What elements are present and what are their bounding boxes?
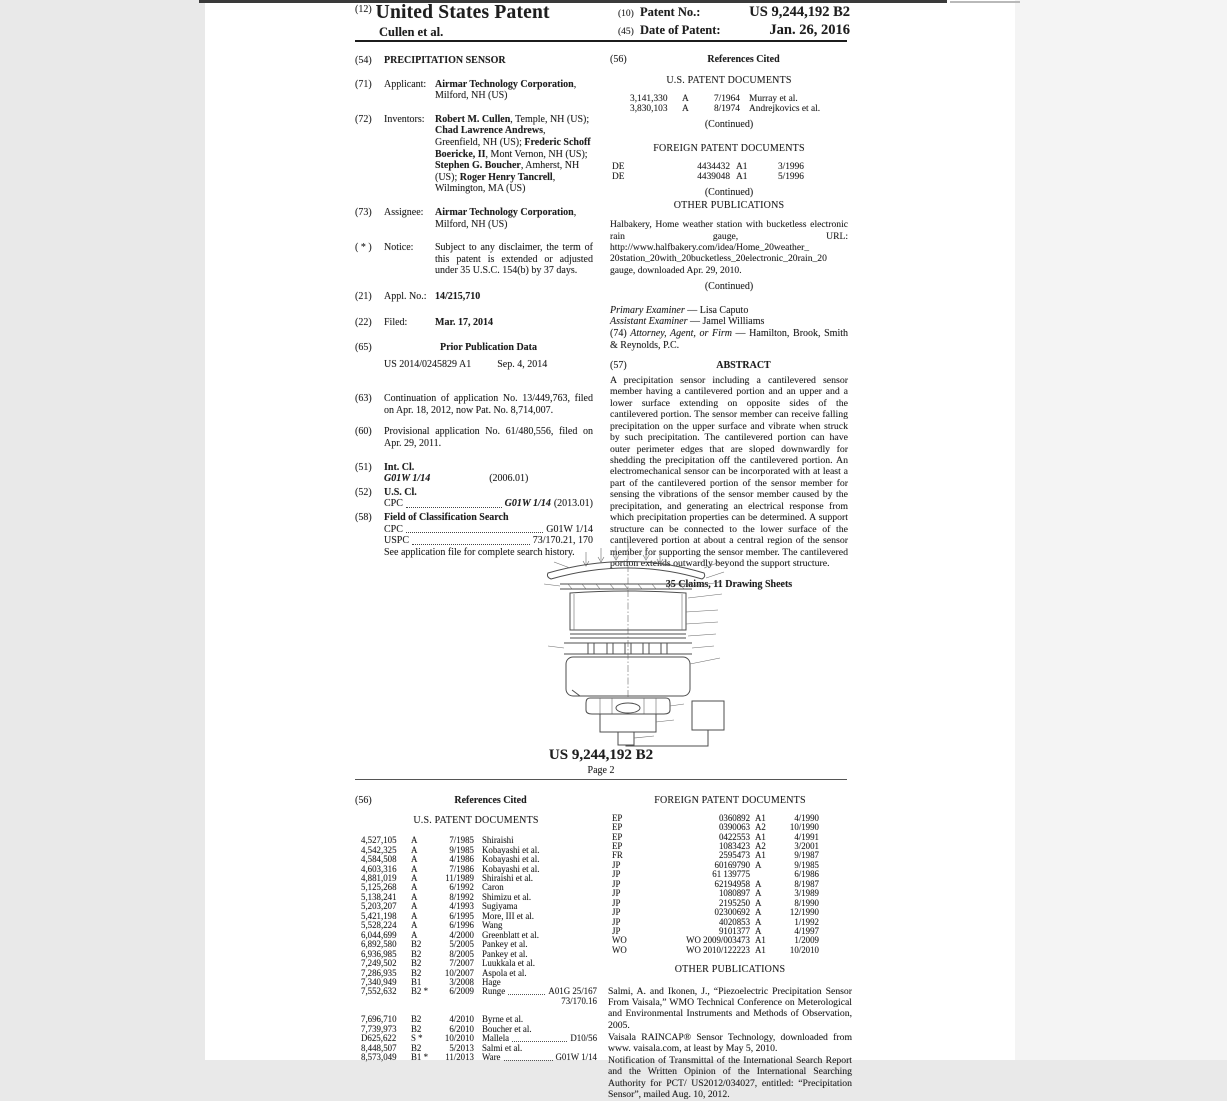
text-segment: , Wilmington, MA (US) (435, 171, 556, 195)
search-uspc-label: USPC (384, 535, 410, 547)
us-patent-docs-heading-p2: U.S. PATENT DOCUMENTS (413, 814, 539, 826)
text-segment: Frederic Schoff Boericke, II (435, 136, 591, 160)
patent-reference-row: DE 4439048 A1 5/1996 (612, 172, 804, 183)
references-cited-heading: References Cited (707, 54, 780, 65)
references-cited-heading-p2: References Cited (454, 795, 527, 806)
applicant-value (435, 79, 593, 102)
inventors-label: Inventors: (384, 113, 425, 125)
patent-reference-row: WO WO 2010/122223 A1 10/2010 (612, 944, 819, 955)
text-segment: Airmar Technology Corporation (435, 78, 574, 90)
primary-examiner-label: Primary Examiner (610, 304, 685, 316)
abstract-heading: ABSTRACT (716, 360, 771, 372)
patent-reference-row: EP 0390063 A2 10/1990 (612, 822, 819, 833)
provisional-text: Provisional application No. 61/480,556, filed on Apr. 29, 2011. (384, 426, 593, 450)
patent-reference-row: 73/170.16 (561, 995, 597, 1006)
patent-reference-row: 6,044,699 A 4/2000 Greenblatt et al. (361, 929, 539, 940)
publication-item: Vaisala RAINCAP® Sensor Technology, downloaded from www. vaisala.com, at least by May 5, 2010. (608, 1031, 852, 1054)
filed-label: Filed: (384, 316, 408, 328)
patent-reference-row: 6,936,985 B2 8/2005 Pankey et al. (361, 948, 528, 959)
text-segment: Roger Henry Tancrell (459, 171, 553, 183)
precipitation-sensor-drawing (508, 538, 748, 748)
invention-title: PRECIPITATION SENSOR (384, 55, 506, 66)
patent-reference-row: 5,203,207 A 4/1993 Sugiyama (361, 901, 518, 912)
patent-reference-row: D625,622 S * 10/2010 Mallela D10/56 (361, 1033, 597, 1044)
field-search-label: Field of Classification Search (384, 512, 509, 524)
field-71-num: (71) (355, 78, 372, 90)
field-60-num: (60) (355, 426, 372, 438)
patent-reference-row: EP 1083423 A2 3/2001 (612, 840, 819, 851)
inventors-value (435, 114, 593, 195)
foreign-rows-p1 (610, 163, 848, 183)
field-58-num: (58) (355, 512, 372, 524)
patent-reference-row: 4,603,316 A 7/1986 Kobayashi et al. (361, 863, 540, 874)
applicant-label: Applicant: (384, 78, 427, 90)
field-56-num: (56) (610, 54, 627, 65)
patent-reference-row: 5,125,268 A 6/1992 Caron (361, 882, 504, 893)
patent-reference-row: 8,448,507 B2 5/2013 Salmi et al. (361, 1042, 523, 1053)
patent-reference-row: WO WO 2009/003473 A1 1/2009 (612, 935, 819, 946)
field-74-num: (74) (610, 328, 631, 339)
filed-value: Mar. 17, 2014 (435, 316, 493, 328)
text-segment: , Greenfield, NH (US); (435, 125, 546, 148)
patent-reference-row: 7,739,973 B2 6/2010 Boucher et al. (361, 1023, 532, 1034)
other-publications-heading: OTHER PUBLICATIONS (673, 199, 785, 211)
page1-left-column (355, 50, 593, 558)
patent-reference-row: 7,286,935 B2 10/2007 Aspola et al. (361, 967, 527, 978)
continued-note: (Continued) (704, 119, 754, 130)
patent-reference-row: 7,340,949 B1 3/2008 Hage (361, 976, 501, 987)
field-51-num: (51) (355, 461, 372, 473)
publication-item: Notification of Transmittal of the International Search Report and the Written Opinion of the International Searching Authority for PCT/ US2012/034027, entitled: “Precipitation Sensor”, mailed Aug. 10, 2012. (608, 1055, 852, 1100)
patent-reference-row: JP 61 139775 6/1986 (612, 869, 819, 880)
claims-line: 35 Claims, 11 Drawing Sheets (665, 579, 793, 591)
patent-reference-row: 7,249,502 B2 7/2007 Luukkala et al. (361, 958, 535, 969)
code-45: (45) (618, 27, 634, 37)
appl-no-value: 14/215,710 (435, 290, 481, 302)
date-of-patent-label: Date of Patent: (640, 23, 721, 37)
foreign-docs-heading: FOREIGN PATENT DOCUMENTS (653, 142, 805, 154)
int-cl-code: G01W 1/14 (384, 473, 431, 485)
field-73-num: (73) (355, 206, 372, 218)
patent-reference-row: FR 2595473 A1 9/1987 (612, 850, 819, 861)
assistant-examiner-value: — Jamel Williams (687, 316, 765, 328)
page2-rule (355, 779, 847, 780)
other-publications-heading-p2: OTHER PUBLICATIONS (674, 964, 786, 976)
patent-reference-row: 5,138,241 A 8/1992 Shimizu et al. (361, 891, 532, 902)
search-cpc-value: G01W 1/14 (546, 523, 593, 535)
text-segment: Robert M. Cullen (435, 113, 511, 125)
text-segment: Chad Lawrence Andrews (435, 125, 543, 137)
cpc-year: (2013.01) (553, 498, 593, 510)
search-note: See application file for complete search history. (384, 546, 575, 558)
us-patent-docs-heading: U.S. PATENT DOCUMENTS (666, 74, 792, 86)
patent-no-value: US 9,244,192 B2 (749, 4, 850, 20)
primary-examiner-value: — Lisa Caputo (684, 304, 749, 316)
foreign-rows-p2 (608, 814, 852, 956)
notice-label: Notice: (384, 242, 414, 254)
dotted-leader (406, 524, 543, 534)
field-57-num: (57) (610, 360, 627, 372)
us-cl-label: U.S. Cl. (384, 486, 417, 498)
text-segment: , Milford, NH (US) (435, 206, 577, 230)
notice-num: ( * ) (355, 242, 372, 254)
patent-reference-row: 4,881,019 A 11/1989 Shiraishi et al. (361, 873, 534, 883)
patent-reference-row: 3,830,103 A 8/1974 Andrejkovics et al. (630, 104, 821, 115)
patent-reference-row: EP 0360892 A1 4/1990 (612, 812, 819, 823)
dotted-leader (406, 498, 502, 508)
int-cl-label: Int. Cl. (384, 461, 415, 473)
field-52-num: (52) (355, 486, 372, 498)
right-gutter (1015, 0, 1227, 1060)
patent-reference-row: DE 4434432 A1 3/1996 (612, 162, 804, 173)
search-cpc-label: CPC (384, 523, 403, 535)
search-uspc-value: 73/170.21, 170 (532, 535, 593, 547)
us-patent-rows-p1 (610, 95, 848, 115)
code-12: (12) (355, 4, 372, 15)
continued-note: (Continued) (704, 187, 754, 198)
notice-text: Subject to any disclaimer, the term of this patent is extended or adjusted under 35 U.S.C. 154(b) by 37 days. (435, 242, 593, 277)
abstract-text: A precipitation sensor including a cantilevered sensor member having a cantilevered portion and an upper and a lower surface extending on opposite sides of the cantilevered portion. The sensor member can receive falling precipitation on the upper surface and vibrate when struck by such precipitation. The cantilevered portion can have outer perimeter edges that are sloped downwardly for shedding the precipitation off the cantilevered portion. An electromechanical sensor can be incorporated with at least a part of the cantilevered portion of the sensor member for sensing the vibrations of the sensor member caused by the precipitation, and generating an electrical response from which precipitation properties can be determined. A support structure can be connected to the lower surface of the cantilevered portion at about a central region of the sensor member for supporting the sensor member. The cantilevered portion extends outwardly beyond the support structure. (610, 374, 848, 570)
patent-reference-row: JP 2195250 A 8/1990 (612, 897, 819, 908)
header-rule (355, 40, 847, 42)
text-segment: , Mont Vernon, NH (US); (485, 148, 588, 160)
field-63-num: (63) (355, 393, 372, 405)
patent-reference-row: 3,141,330 A 7/1964 Murray et al. (630, 94, 798, 105)
field-56-num-p2: (56) (355, 795, 372, 806)
patent-reference-row: 6,892,580 B2 5/2005 Pankey et al. (361, 939, 528, 950)
patent-reference-row: 7,696,710 B2 4/2010 Byrne et al. (361, 1014, 524, 1025)
int-cl-year: (2006.01) (489, 473, 529, 485)
text-segment: Airmar Technology Corporation (435, 206, 574, 218)
patent-reference-row: 8,573,049 B1 * 11/2013 Ware G01W 1/14 (361, 1052, 597, 1063)
patent-party: Cullen et al. (379, 25, 444, 39)
assignee-label: Assignee: (384, 206, 424, 218)
other-publication-text: Halbakery, Home weather station with bucketless electronic rain gauge, URL: http://www.halfbakery.com/idea/Home_20weather_ 20station_20with_20bucketless_20electronic_20rain_20 gauge, downloaded Apr. 29, 2010. (610, 219, 848, 276)
continuation-text: Continuation of application No. 13/449,763, filed on Apr. 18, 2012, now Pat. No. 8,714,007. (384, 393, 593, 416)
prior-pub-date: Sep. 4, 2014 (497, 358, 548, 370)
field-54-num: (54) (355, 55, 372, 66)
cpc-value: G01W 1/14 (504, 498, 551, 510)
patent-reference-row: JP 62194958 A 8/1987 (612, 878, 819, 889)
other-publications-list (608, 986, 852, 1100)
appl-no-label: Appl. No.: (384, 290, 427, 302)
field-65-num: (65) (355, 342, 372, 354)
attorney-label: Attorney, Agent, or Firm (630, 328, 732, 339)
text-segment: , Milford, NH (US) (435, 78, 577, 102)
field-21-num: (21) (355, 290, 372, 302)
patent-reference-row: JP 4020853 A 1/1992 (612, 916, 819, 927)
date-of-patent-value: Jan. 26, 2016 (769, 22, 850, 38)
assistant-examiner-label: Assistant Examiner (610, 316, 688, 328)
text-segment: Stephen G. Boucher (435, 160, 521, 172)
prior-pub-number: US 2014/0245829 A1 (384, 358, 472, 370)
attorney-value: — Hamilton, Brook, Smith & Reynolds, P.C. (610, 328, 849, 351)
patent-header-left (355, 2, 655, 40)
cpc-label: CPC (384, 498, 403, 510)
continued-note: (Continued) (704, 281, 754, 293)
page2-patent-number: US 9,244,192 B2 (548, 747, 654, 763)
patent-reference-row: 4,584,508 A 4/1986 Kobayashi et al. (361, 854, 540, 865)
patent-reference-row: JP 1080897 A 3/1989 (612, 888, 819, 899)
us-patent-rows-p2 (355, 836, 597, 1062)
patent-document-page (205, 0, 1015, 1100)
page2-left-column (355, 795, 597, 1063)
patent-header-right (618, 4, 850, 40)
patent-no-label: Patent No.: (640, 5, 701, 19)
foreign-docs-heading-p2: FOREIGN PATENT DOCUMENTS (654, 795, 806, 806)
page2-label: Page 2 (587, 765, 615, 776)
patent-reference-row: 4,527,105 A 7/1985 Shiraishi (361, 835, 514, 846)
prior-publication-heading: Prior Publication Data (439, 342, 538, 354)
patent-reference-row: 7,552,632 B2 * 6/2009 Runge A01G 25/167 (361, 986, 597, 997)
assignee-value (435, 207, 593, 230)
text-segment: , Temple, NH (US); (510, 113, 590, 125)
publication-item: Salmi, A. and Ikonen, J., “Piezoelectric Precipitation Sensor From Vaisala,” WMO Technical Conference on Meterological and Environmental Instruments and Methods of Observation, 2005. (608, 985, 852, 1031)
page1-right-column (610, 52, 848, 591)
code-10: (10) (618, 9, 634, 19)
patent-reference-row: 5,528,224 A 6/1996 Wang (361, 920, 503, 931)
field-22-num: (22) (355, 316, 372, 328)
patent-drawing-figure (508, 538, 748, 748)
patent-reference-row: EP 0422553 A1 4/1991 (612, 831, 819, 842)
page2-right-column (608, 795, 852, 1101)
text-segment: , Amherst, NH (US); (435, 160, 580, 183)
patent-title-line: United States Patent (375, 2, 550, 23)
patent-reference-row: JP 60169790 A 9/1985 (612, 859, 819, 870)
field-72-num: (72) (355, 113, 372, 125)
patent-reference-row: JP 9101377 A 4/1997 (612, 926, 819, 937)
patent-reference-row: JP 02300692 A 12/1990 (612, 907, 819, 918)
patent-reference-row: 4,542,325 A 9/1985 Kobayashi et al. (361, 844, 540, 855)
patent-reference-row: 5,421,198 A 6/1995 More, III et al. (361, 910, 534, 921)
page-top-edge-light (950, 1, 1020, 3)
